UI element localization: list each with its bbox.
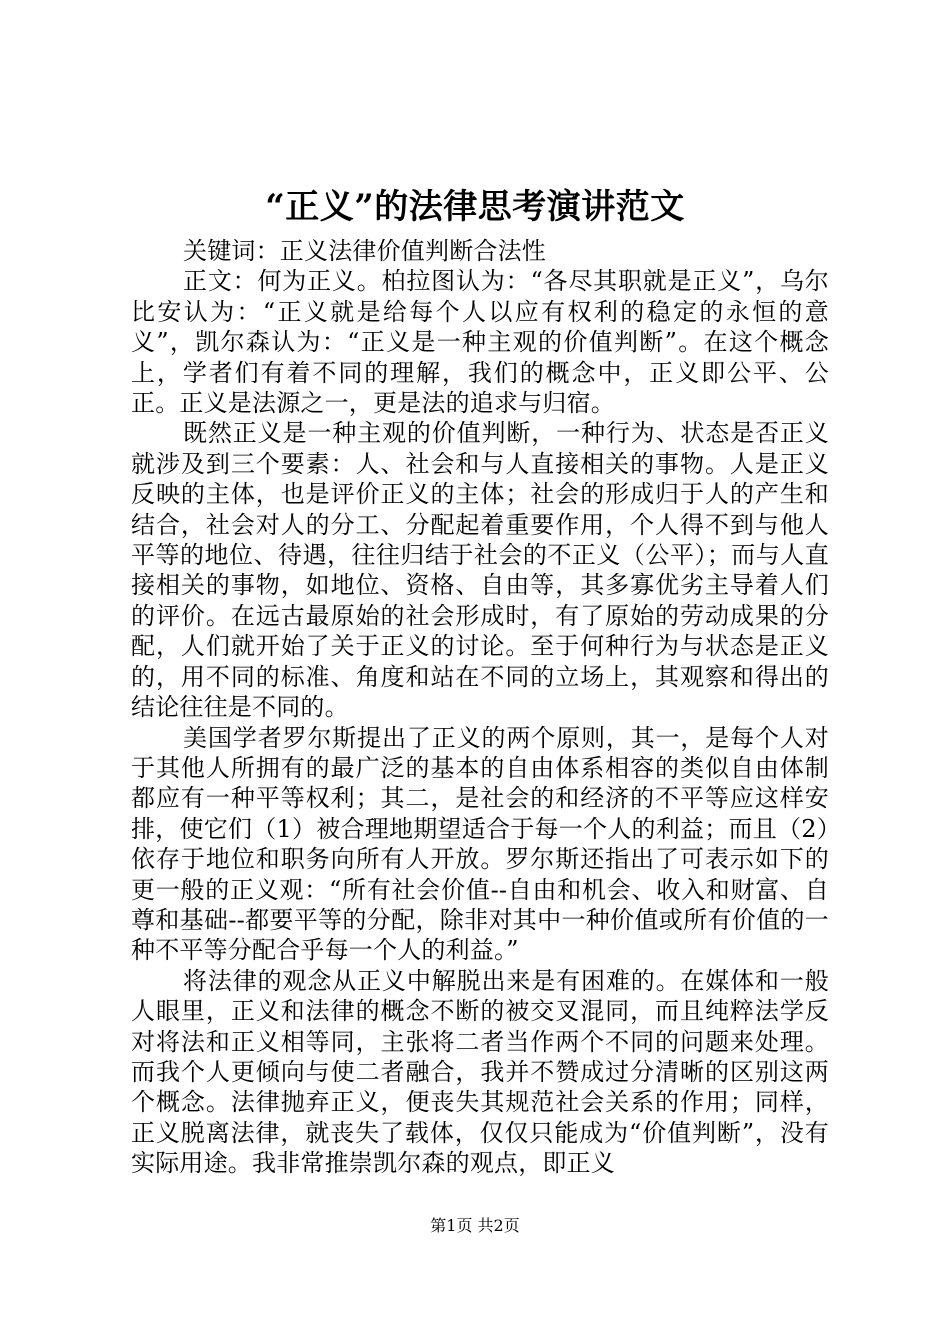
document-title: “正义”的法律思考演讲范文 [265,187,685,227]
paragraph-body-law-justice: 将法律的观念从正义中解脱出来是有困难的。在媒体和一般人眼里，正义和法律的概念不断的被交叉混同，而且纯粹法学反对将法和正义相等同，主张将二者当作两个不同的问题来处理。而我个人更倾向与使二者融合，我并不赞成过分清晰的区别这两个概念。法律抛弃正义，便丧失其规范社会关系的作用；同样，正义脱离法律，就丧失了载体，仅仅只能成为“价值判断”，没有实际用途。我非常推崇凯尔森的观点，即正义 [131,966,829,1178]
paragraph-body-elements: 既然正义是一种主观的价值判断，一种行为、状态是否正义就涉及到三个要素：人、社会和与人直接相关的事物。人是正义反映的主体，也是评价正义的主体；社会的形成归于人的产生和结合，社会对人的分工、分配起着重要作用，个人得不到与他人平等的地位、待遇，往往归结于社会的不正义（公平）；而与人直接相关的事物，如地位、资格、自由等，其多寡优劣主导着人们的评价。在远古最原始的社会形成时，有了原始的劳动成果的分配，人们就开始了关于正义的讨论。至于何种行为与状态是正义的，用不同的标准、角度和站在不同的立场上，其观察和得出的结论往往是不同的。 [131,419,829,722]
paragraph-body-rawls: 美国学者罗尔斯提出了正义的两个原则，其一，是每个人对于其他人所拥有的最广泛的基本的自由体系相容的类似自由体制都应有一种平等权利；其二，是社会的和经济的不平等应这样安排，使它们（1）被合理地期望适合于每一个人的利益；而且（2）依存于地位和职务向所有人开放。罗尔斯还指出了可表示如下的更一般的正义观：“所有社会价值--自由和机会、收入和财富、自尊和基础--都要平等的分配，除非对其中一种价值或所有价值的一种不平等分配合乎每一个人的利益。” [131,723,829,965]
keywords-line: 关键词：正义法律价值判断合法性 [183,237,546,265]
page-footer: 第1页 共2页 [430,1216,520,1235]
paragraph-body-intro: 正文：何为正义。柏拉图认为：“各尽其职就是正义”，乌尔比安认为：“正义就是给每个人以应有权利的稳定的永恒的意义”，凯尔森认为：“正义是一种主观的价值判断”。在这个概念上，学者们有着不同的理解，我们的概念中，正义即公平、公正。正义是法源之一，更是法的追求与归宿。 [131,267,829,418]
document-body [131,236,829,1179]
